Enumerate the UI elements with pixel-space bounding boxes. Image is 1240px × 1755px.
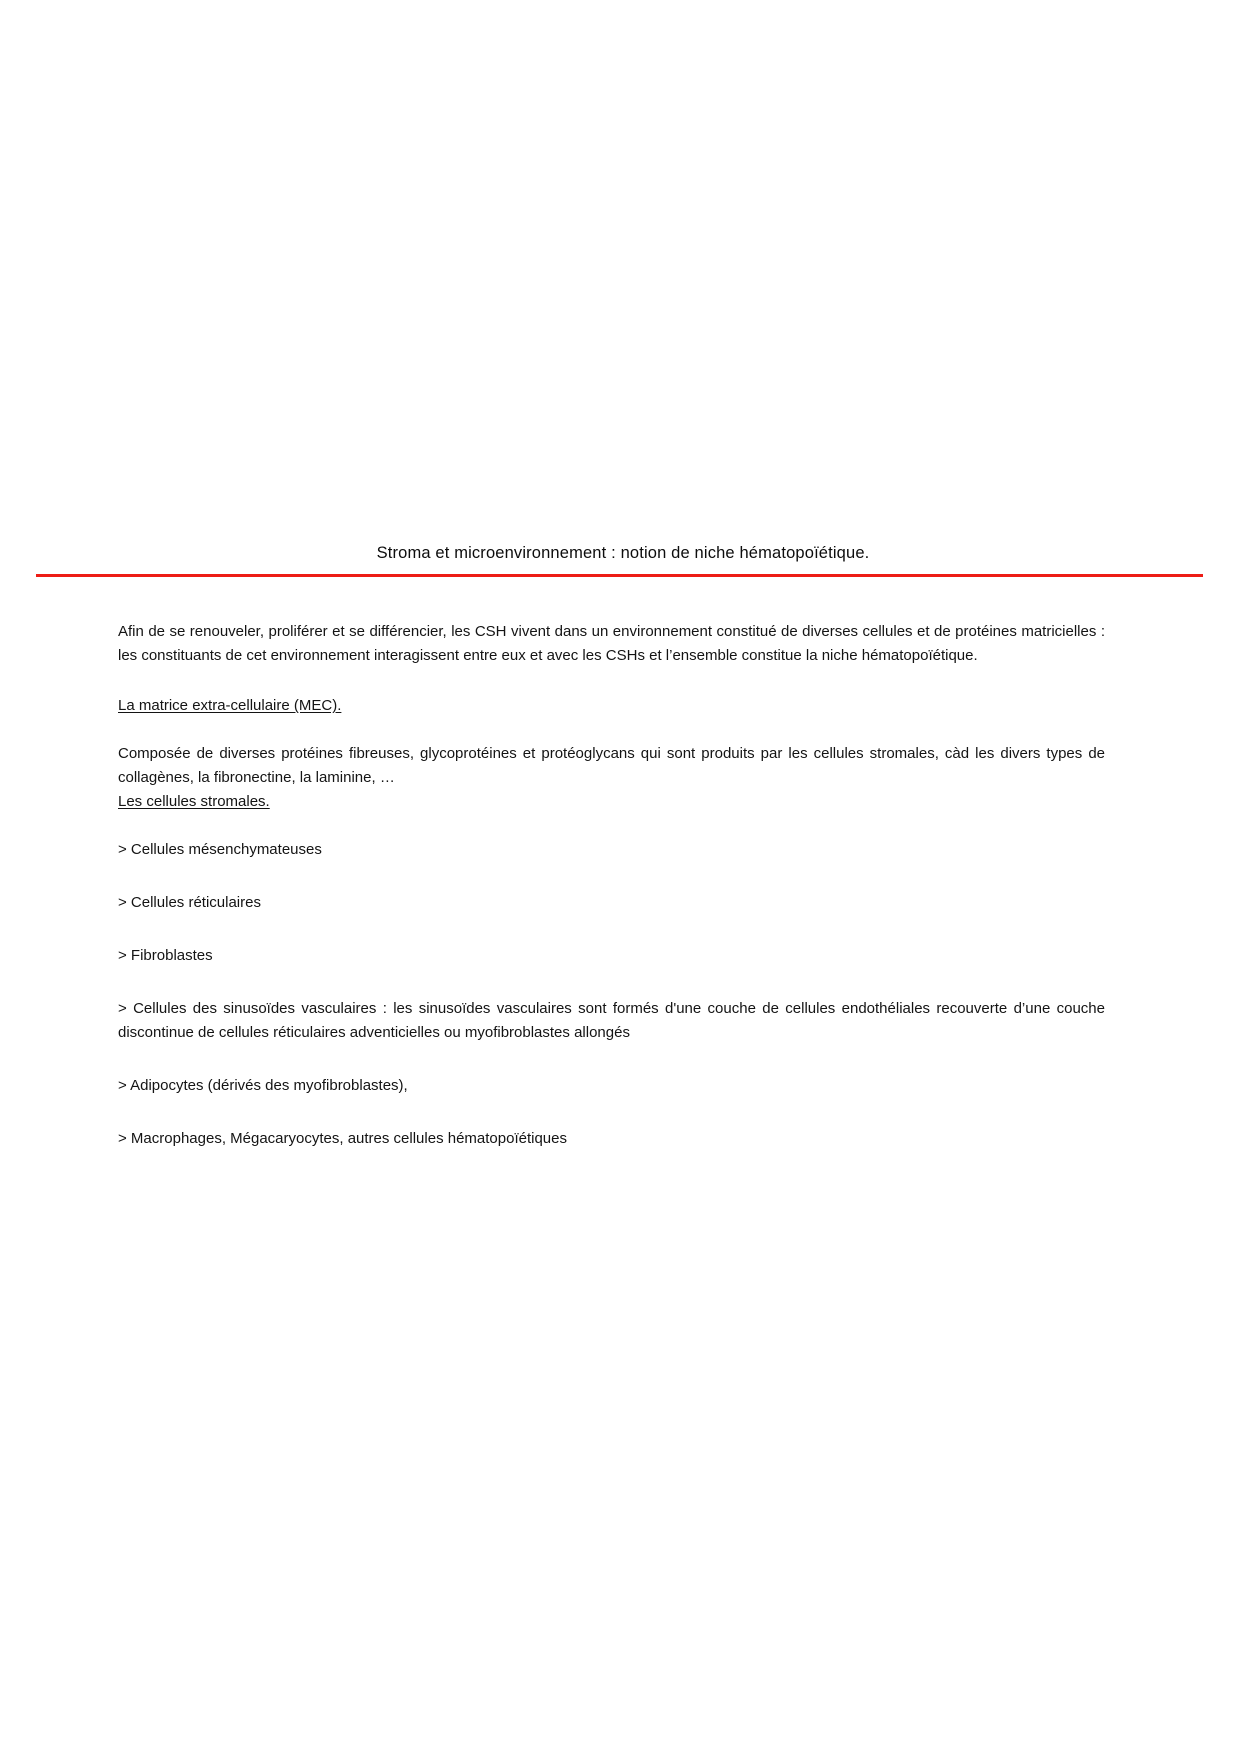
list-item: > Macrophages, Mégacaryocytes, autres cellules hématopoïétiques — [118, 1130, 567, 1147]
intro-paragraph: Afin de se renouveler, proliférer et se différencier, les CSH vivent dans un environnement constitué de diverses cellules et de protéines matricielles : les constituants de cet environnement interagissent entre eux et avec les CSHs et l’ensemble constitue la niche hématopoïétique. — [118, 623, 1105, 664]
document-body — [118, 620, 1105, 1151]
section-heading-mec-text: La matrice extra-cellulaire (MEC). — [118, 697, 342, 714]
list-item: > Adipocytes (dérivés des myofibroblastes), — [118, 1077, 408, 1094]
mec-paragraph: Composée de diverses protéines fibreuses, glycoprotéines et protéoglycans qui sont produits par les cellules stromales, càd les divers types de collagènes, la fibronectine, la laminine, … — [118, 745, 1105, 786]
section-heading-mec — [118, 694, 1105, 718]
section-heading-stromal-cells-text: Les cellules stromales. — [118, 793, 270, 810]
list-item: > Cellules des sinusoïdes vasculaires : les sinusoïdes vasculaires sont formés d'une couche de cellules endothéliales recouverte d’une couche discontinue de cellules réticulaires adventicielles ou myofibroblastes allongés — [118, 1000, 1105, 1041]
header-divider-rule — [36, 574, 1203, 577]
list-item: > Fibroblastes — [118, 947, 213, 964]
list-item: > Cellules mésenchymateuses — [118, 841, 322, 858]
list-item: > Cellules réticulaires — [118, 894, 261, 911]
document-header — [0, 542, 1240, 569]
page-title: Stroma et microenvironnement : notion de niche hématopoïétique. — [376, 544, 870, 562]
stromal-cells-list — [118, 838, 1105, 1151]
section-heading-stromal-cells — [118, 790, 1105, 814]
